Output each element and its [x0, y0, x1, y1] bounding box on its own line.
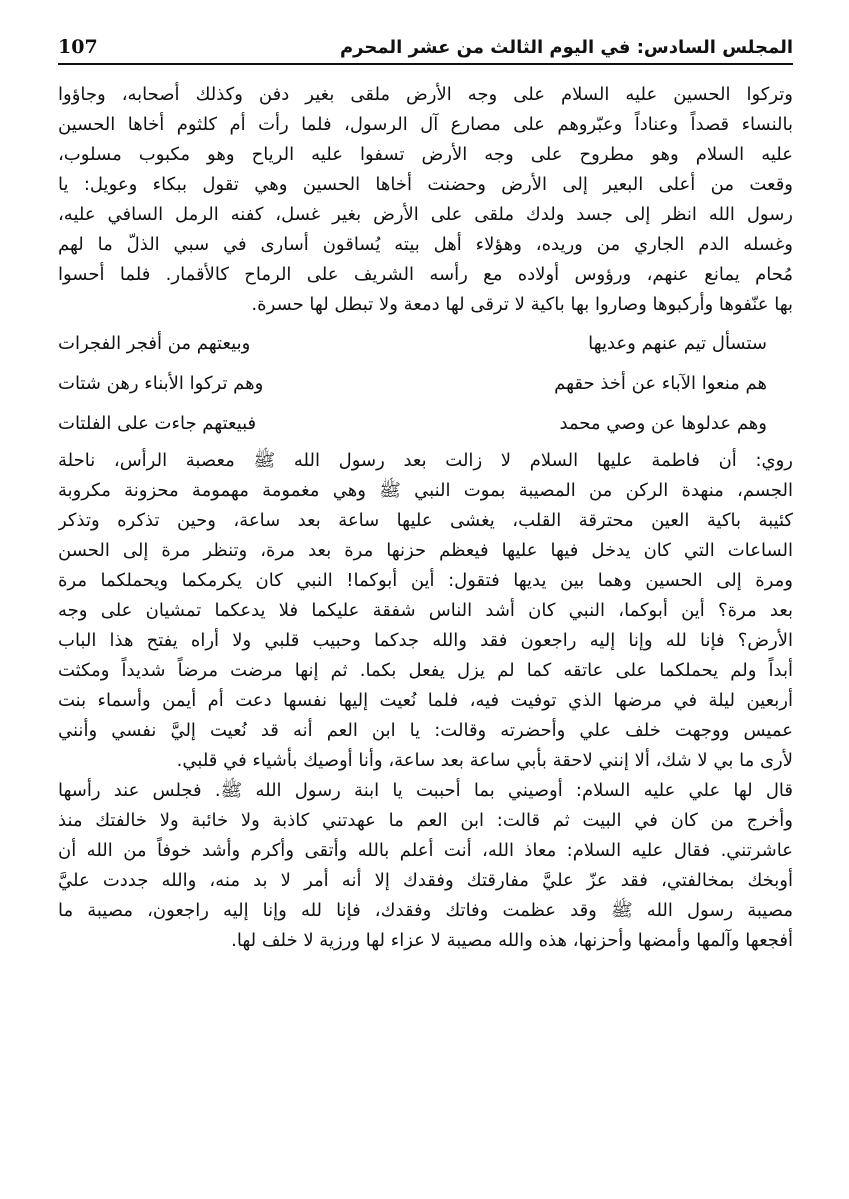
text-line: بها عنّفوها وأركبوها وصاروا بها باكية لا ترقى لها دمعة ولا تبطل لها حسرة. [251, 294, 793, 315]
text-line: بالنساء قصداً وعناداً وعبّروهم على مصارع آل الرسول، فلما رأت أم كلثوم أخاها الحسين [58, 114, 793, 135]
verse-second-half: فبيعتهم جاءت على الفلتات [58, 413, 257, 434]
running-title: المجلس السادس: في اليوم الثالث من عشر المحرم [339, 37, 793, 58]
paragraph-1 [58, 80, 793, 320]
verse-first-half: هم منعوا الآباء عن أخذ حقهم [554, 373, 767, 394]
page-number: 107 [58, 36, 98, 58]
text-line: وقعت من أعلى البعير إلى الأرض وحضنت أخاها الحسين وهي تقول ببكاء وعويل: يا [58, 174, 793, 195]
text-line: الأرض؟ فإنا لله وإنا إليه راجعون فقد والله جدكما وحبيب قلبي ولا أراه يفتح هذا الباب [58, 630, 793, 651]
page-header [58, 28, 793, 58]
text-line: الساعات التي كان يدخل فيها عليها فيعظم حزنها مرة بعد مرة، وتنظر مرة إلى الحسن [58, 540, 793, 561]
paragraph-2 [58, 446, 793, 776]
text-line: مُحام يمانع عنهم، ورؤوس أولاده مع رأسه الشريف على الرماح كالأقمار. فلما أحسوا [58, 264, 793, 285]
text-line: وغسله الدم الجاري من وريده، وهؤلاء أهل بيته يُساقون أسارى في سبي الذلّ ما لهم [58, 234, 793, 255]
verse-second-half: وهم تركوا الأبناء رهن شتات [58, 373, 264, 394]
poem [58, 320, 793, 446]
text-line: روي: أن فاطمة عليها السلام لا زالت بعد رسول الله ﷺ معصبة الرأس، ناحلة [58, 450, 793, 471]
verse-first-half: وهم عدلوها عن وصي محمد [559, 413, 767, 434]
text-line: عميس ووجهت خلف علي وأحضرته وقالت: يا ابن العم أنه قد نُعيت إليَّ نفسي وأنني [58, 720, 793, 741]
text-line: أفجعها وآلمها وأمضها وأحزنها، هذه والله مصيبة لا عزاء لها ورزية لا خلف لها. [231, 930, 793, 951]
verse-second-half: وبيعتهم من أفجر الفجرات [58, 333, 251, 354]
text-line: أوبخك بمخالفتي، فقد عزّ عليَّ مفارقتك وفقدك إلا أنه أمر لا بد منه، والله جددت عليَّ [58, 870, 793, 891]
text-line: وتركوا الحسين عليه السلام على وجه الأرض ملقى بغير دفن وكذلك أصحابه، وجاؤوا [58, 84, 793, 105]
text-line: ومرة إلى الحسين وهما بين يديها فتقول: أين أبوكما! النبي كان يكرمكما ويحملكما مرة [58, 570, 793, 591]
header-rule [58, 63, 793, 65]
poem-verse [58, 324, 793, 364]
text-line: الجسم، منهدة الركن من المصيبة بموت النبي ﷺ وهي مغمومة مهمومة محزونة مكروبة [58, 480, 793, 501]
poem-verse [58, 404, 793, 444]
text-line: أبداً ولم يحملكما على عاتقه كما لم يزل يفعل بكما. ثم إنها مرضت مرضاً شديداً ومكثت [58, 660, 793, 681]
text-line: كئيبة باكية العين محترقة القلب، يغشى عليها ساعة بعد ساعة، وحين تذكره وتذكر [58, 510, 793, 531]
text-line: مصيبة رسول الله ﷺ وقد عظمت وفاتك وفقدك، فإنا لله وإنا إليه راجعون، مصيبة ما [58, 900, 793, 921]
text-line: وأخرج من كان في البيت ثم قالت: ابن العم ما عهدتني كاذبة ولا خائبة ولا خالفتك منذ [58, 810, 793, 831]
text-line: عاشرتني. فقال عليه السلام: معاذ الله، أنت أعلم بالله وأتقى وأكرم وأشد خوفاً من الله أن [58, 840, 793, 861]
text-line: قال لها علي عليه السلام: أوصيني بما أحببت يا ابنة رسول الله ﷺ. فجلس عند رأسها [58, 780, 793, 801]
paragraph-3 [58, 776, 793, 956]
text-line: رسول الله انظر إلى جسد ولدك ملقى على الأرض بغير غسل، كفنه الرمل السافي عليه، [58, 204, 793, 225]
text-line: عليه السلام وهو مطروح على وجه الأرض تسفوا عليه الرياح وهو مكبوب مسلوب، [58, 144, 793, 165]
text-line: بعد مرة؟ أين أبوكما، النبي كان أشد الناس شفقة عليكما فلا يدعكما تمشيان على وجه [58, 600, 793, 621]
page-body [58, 80, 793, 956]
poem-verse [58, 364, 793, 404]
text-line: أربعين ليلة في مرضها الذي توفيت فيه، فلما نُعيت إليها نفسها دعت أم أيمن وأسماء بنت [58, 690, 793, 711]
text-line: لأرى ما بي لا شك، ألا إنني لاحقة بأبي ساعة بعد ساعة، وأنا أوصيك بأشياء في قلبي. [176, 750, 793, 771]
verse-first-half: ستسأل تيم عنهم وعديها [588, 333, 767, 354]
